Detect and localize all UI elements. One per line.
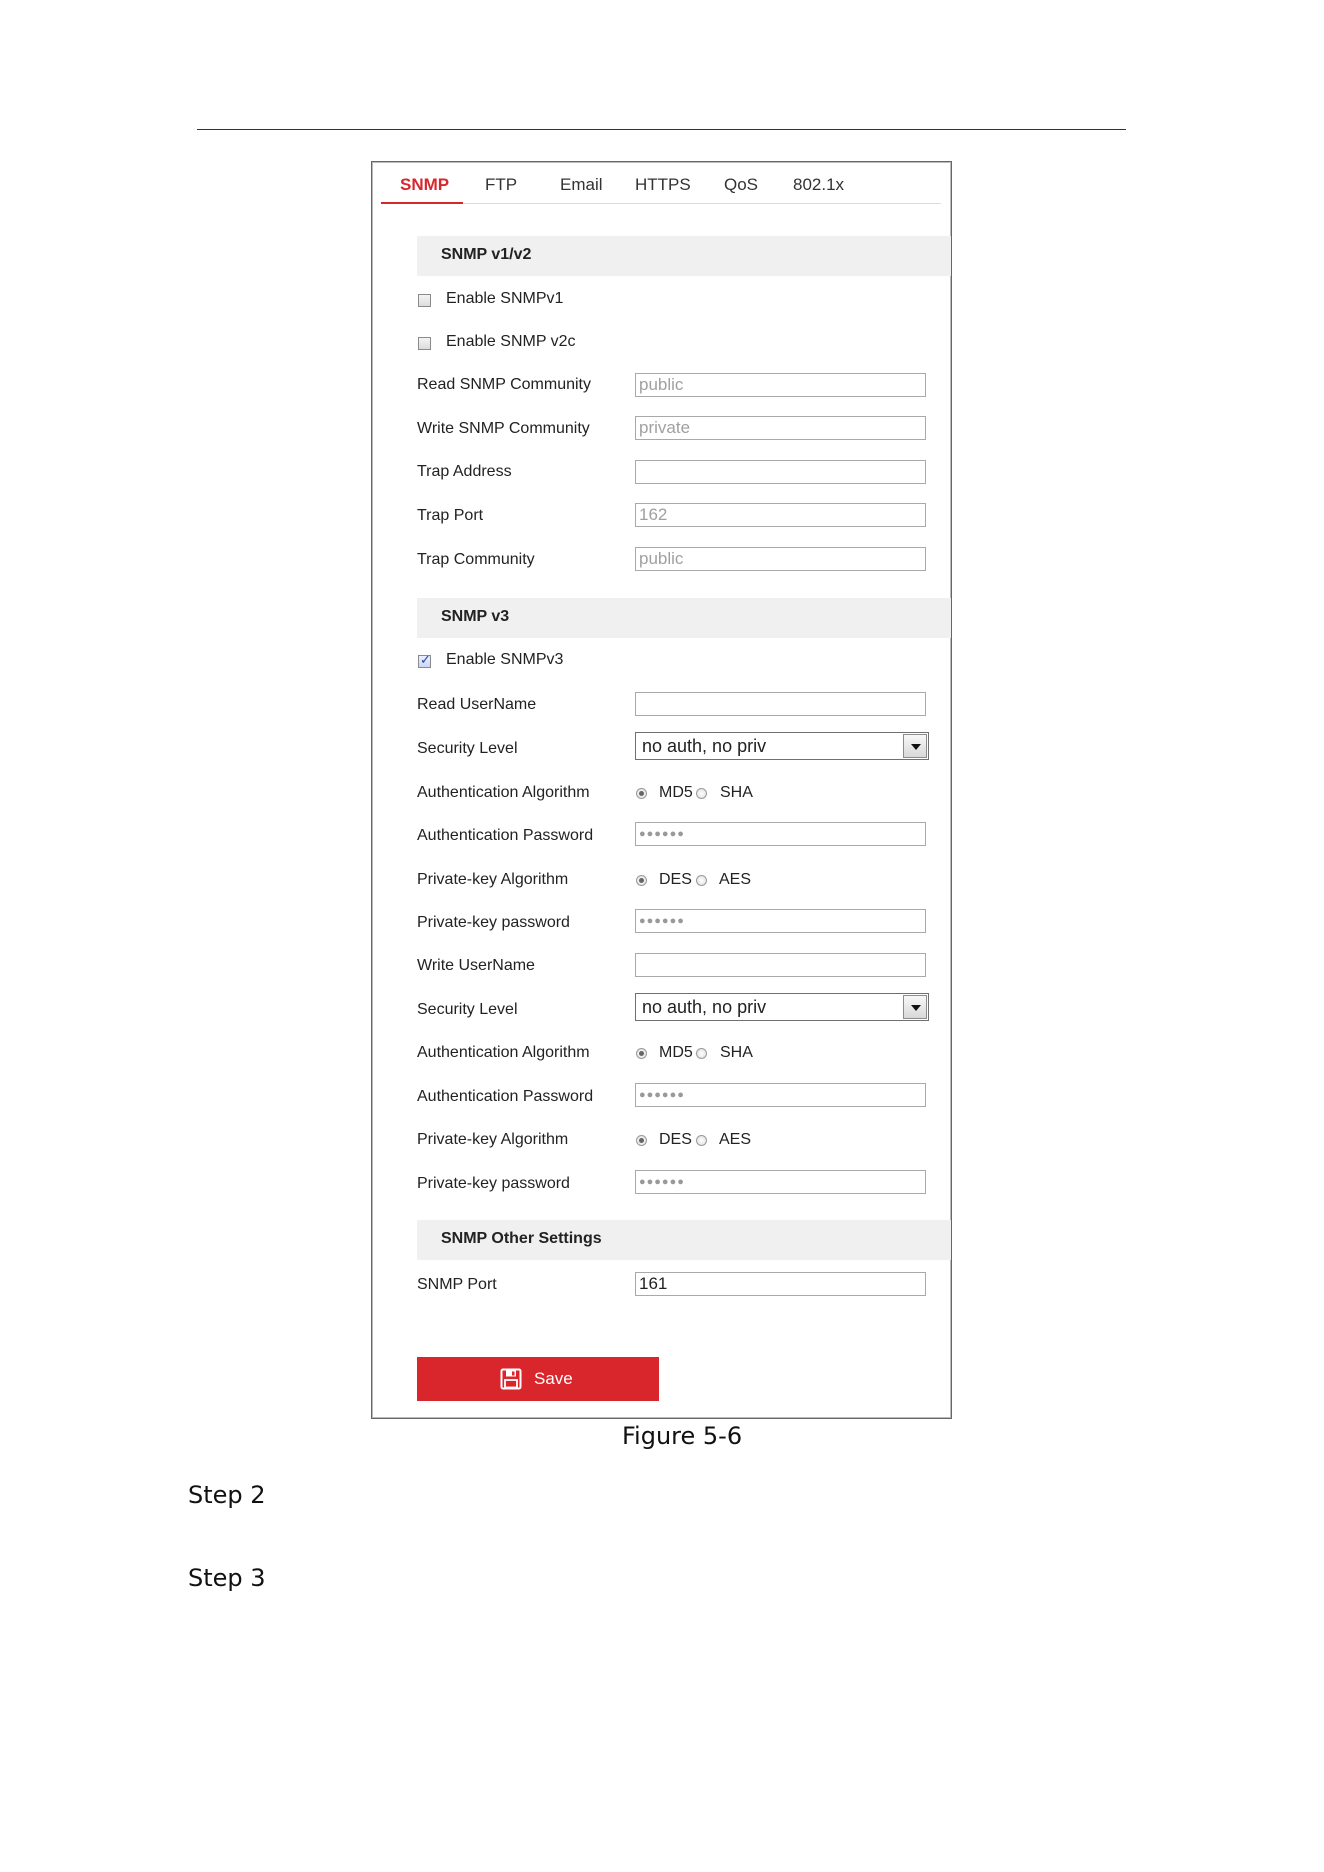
figure-caption: Figure 5-6 [622, 1422, 743, 1450]
save-button[interactable] [417, 1357, 659, 1401]
enable-snmpv1-checkbox[interactable] [418, 294, 431, 307]
write-auth-sha-label: SHA [720, 1044, 753, 1061]
write-priv-algorithm-label: Private-key Algorithm [417, 1131, 569, 1148]
read-auth-algorithm-label: Authentication Algorithm [417, 784, 590, 801]
tab-ftp[interactable]: FTP [485, 175, 518, 194]
section-header-snmp-other [417, 1220, 951, 1260]
read-security-level-select[interactable] [635, 732, 929, 760]
write-priv-aes-label: AES [719, 1131, 752, 1148]
write-auth-sha-radio[interactable] [696, 1048, 707, 1059]
tab-email[interactable]: Email [560, 175, 603, 194]
tab-snmp[interactable]: SNMP [400, 175, 450, 194]
section-title: SNMP v3 [441, 608, 510, 625]
section-header-snmp-v3 [417, 598, 951, 638]
tab-8021x[interactable]: 802.1x [793, 175, 845, 194]
write-username-label: Write UserName [417, 957, 535, 974]
read-auth-md5-label: MD5 [659, 784, 693, 801]
enable-snmpv3-checkbox[interactable] [418, 652, 431, 668]
read-auth-sha-radio[interactable] [696, 788, 707, 799]
floppy-disk-icon [500, 1368, 522, 1390]
page-header-rule [197, 129, 1126, 130]
read-security-level-label: Security Level [417, 740, 518, 757]
section-header-snmp-v1v2 [417, 236, 951, 276]
read-priv-des-label: DES [659, 871, 692, 888]
trap-community-label: Trap Community [417, 551, 535, 568]
active-tab-indicator [381, 202, 463, 204]
read-auth-password-input[interactable]: ●●●●●● [635, 822, 926, 846]
write-priv-aes-radio[interactable] [696, 1135, 707, 1146]
read-priv-algorithm-label: Private-key Algorithm [417, 871, 569, 888]
tab-qos[interactable]: QoS [724, 175, 759, 194]
read-security-level-value: no auth, no priv [642, 736, 767, 756]
read-priv-password-input[interactable]: ●●●●●● [635, 909, 926, 933]
write-priv-password-label: Private-key password [417, 1175, 570, 1192]
write-security-level-label: Security Level [417, 1001, 518, 1018]
read-auth-md5-radio[interactable] [636, 788, 647, 799]
write-auth-md5-label: MD5 [659, 1044, 693, 1061]
write-priv-des-radio[interactable] [636, 1135, 647, 1146]
read-priv-aes-radio[interactable] [696, 875, 707, 886]
trap-port-input[interactable]: 162 [635, 503, 926, 527]
step-3-label: Step 3 [188, 1564, 266, 1592]
trap-community-input[interactable]: public [635, 547, 926, 571]
step-2-label: Step 2 [188, 1481, 266, 1509]
read-priv-aes-label: AES [719, 871, 752, 888]
read-username-label: Read UserName [417, 696, 537, 713]
snmp-port-label: SNMP Port [417, 1276, 497, 1293]
trap-address-input[interactable] [635, 460, 926, 484]
chevron-down-icon[interactable] [903, 734, 927, 758]
enable-snmpv2c-checkbox[interactable] [418, 337, 431, 350]
write-priv-password-input[interactable]: ●●●●●● [635, 1170, 926, 1194]
write-community-label: Write SNMP Community [417, 420, 590, 437]
chevron-down-icon[interactable] [903, 995, 927, 1019]
tab-https[interactable]: HTTPS [635, 175, 691, 194]
write-security-level-value: no auth, no priv [642, 997, 767, 1017]
tab-bar [381, 162, 941, 204]
write-priv-des-label: DES [659, 1131, 692, 1148]
read-priv-des-radio[interactable] [636, 875, 647, 886]
save-button-label: Save [534, 1369, 573, 1388]
enable-snmpv1-label: Enable SNMPv1 [446, 290, 564, 307]
read-community-label: Read SNMP Community [417, 376, 591, 393]
read-community-input[interactable]: public [635, 373, 926, 397]
section-title: SNMP v1/v2 [441, 246, 532, 263]
snmp-settings-panel [371, 161, 952, 1419]
write-auth-password-label: Authentication Password [417, 1088, 594, 1105]
write-community-input[interactable]: private [635, 416, 926, 440]
read-auth-password-label: Authentication Password [417, 827, 594, 844]
read-auth-sha-label: SHA [720, 784, 753, 801]
write-username-input[interactable] [635, 953, 926, 977]
write-auth-password-input[interactable]: ●●●●●● [635, 1083, 926, 1107]
section-title: SNMP Other Settings [441, 1230, 602, 1247]
enable-snmpv2c-label: Enable SNMP v2c [446, 333, 576, 350]
checkmark-icon: ✓ [420, 652, 431, 667]
snmp-port-input[interactable]: 161 [635, 1272, 926, 1296]
enable-snmpv3-label: Enable SNMPv3 [446, 651, 564, 668]
write-auth-algorithm-label: Authentication Algorithm [417, 1044, 590, 1061]
trap-address-label: Trap Address [417, 463, 512, 480]
write-auth-md5-radio[interactable] [636, 1048, 647, 1059]
read-username-input[interactable] [635, 692, 926, 716]
read-priv-password-label: Private-key password [417, 914, 570, 931]
trap-port-label: Trap Port [417, 507, 484, 524]
write-security-level-select[interactable] [635, 993, 929, 1021]
